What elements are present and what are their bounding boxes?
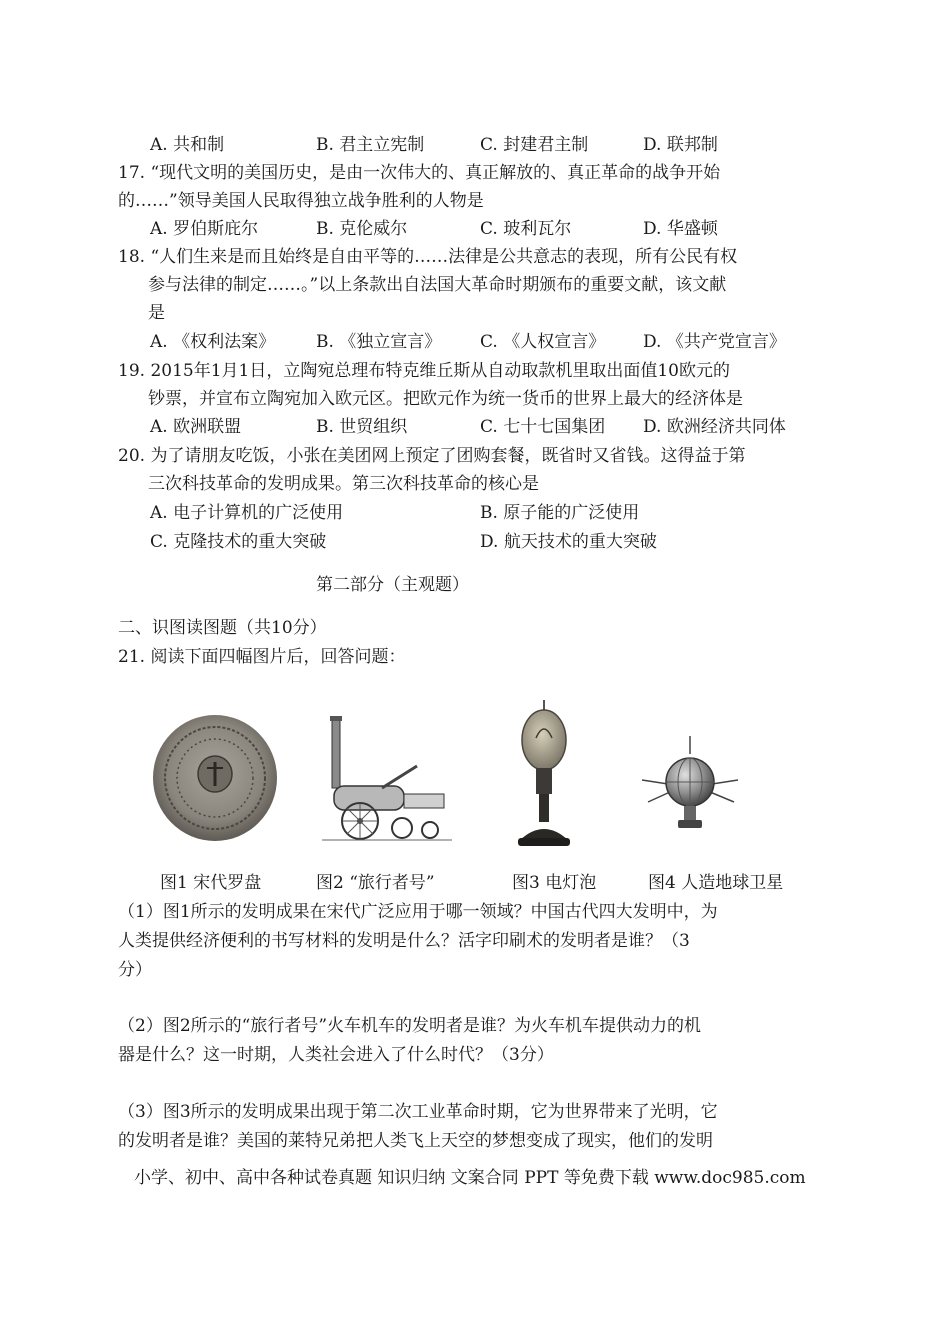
- section2-title: 二、识图读图题（共10分）: [118, 618, 327, 638]
- q21-sub3-line-1: （3）图3所示的发明成果出现于第二次工业革命时期，它为世界带来了光明，它: [118, 1102, 718, 1122]
- q20-option-b: B. 原子能的广泛使用: [480, 503, 640, 523]
- q20-option-a: A. 电子计算机的广泛使用: [150, 503, 344, 523]
- q17-option-d: D. 华盛顿: [643, 219, 718, 239]
- q19-option-b: B. 世贸组织: [316, 417, 408, 437]
- q19-option-a: A. 欧洲联盟: [150, 417, 242, 437]
- q17-option-a: A. 罗伯斯庇尔: [150, 219, 259, 239]
- q17-stem-line-2: 的……”领导美国人民取得独立战争胜利的人物是: [118, 191, 484, 211]
- song-compass-image: [150, 712, 280, 844]
- q17-stem-line-1: 17. “现代文明的美国历史，是由一次伟大的、真正解放的、真正革命的战争开始: [118, 163, 721, 183]
- figure-2-caption: 图2 “旅行者号”: [316, 873, 435, 893]
- q18-option-d: D. 《共产党宣言》: [643, 332, 786, 352]
- q21-sub1-line-1: （1）图1所示的发明成果在宋代广泛应用于哪一领域？中国古代四大发明中，为: [118, 902, 718, 922]
- part2-title: 第二部分（主观题）: [316, 575, 469, 595]
- q20-option-c: C. 克隆技术的重大突破: [150, 532, 327, 552]
- q18-stem-line-1: 18. “人们生来是而且始终是自由平等的……法律是公共意志的表现，所有公民有权: [118, 247, 738, 267]
- light-bulb-image: [514, 700, 574, 852]
- q16-option-b: B. 君主立宪制: [316, 135, 425, 155]
- rocket-locomotive-image: [322, 716, 452, 844]
- q21-sub1-line-2: 人类提供经济便利的书写材料的发明是什么？活字印刷术的发明者是谁？（3: [118, 931, 690, 951]
- q19-stem-line-1: 19. 2015年1月1日，立陶宛总理布特克维丘斯从自动取款机里取出面值10欧元的: [118, 361, 730, 381]
- q21-sub3-line-2: 的发明者是谁？美国的莱特兄弟把人类飞上天空的梦想变成了现实，他们的发明: [118, 1131, 713, 1151]
- q20-stem-line-2: 三次科技革命的发明成果。第三次科技革命的核心是: [148, 474, 539, 494]
- q21-intro: 21. 阅读下面四幅图片后，回答问题：: [118, 647, 406, 667]
- q16-option-c: C. 封建君主制: [480, 135, 589, 155]
- figure-3-caption: 图3 电灯泡: [512, 873, 597, 893]
- figure-4-caption: 图4 人造地球卫星: [648, 873, 784, 893]
- q20-stem-line-1: 20. 为了请朋友吃饭，小张在美团网上预定了团购套餐，既省时又省钱。这得益于第: [118, 446, 746, 466]
- q18-option-c: C. 《人权宣言》: [480, 332, 606, 352]
- q18-option-a: A. 《权利法案》: [150, 332, 276, 352]
- q18-stem-line-3: 是: [148, 303, 165, 323]
- satellite-image: [640, 732, 740, 834]
- q19-option-d: D. 欧洲经济共同体: [643, 417, 786, 437]
- q18-option-b: B. 《独立宣言》: [316, 332, 442, 352]
- q19-option-c: C. 七十七国集团: [480, 417, 606, 437]
- q18-stem-line-2: 参与法律的制定……。”以上条款出自法国大革命时期颁布的重要文献，该文献: [148, 275, 727, 295]
- q16-option-d: D. 联邦制: [643, 135, 718, 155]
- q20-option-d: D. 航天技术的重大突破: [480, 532, 657, 552]
- q16-option-a: A. 共和制: [150, 135, 225, 155]
- figure-1-caption: 图1 宋代罗盘: [160, 873, 262, 893]
- page-footer: 小学、初中、高中各种试卷真题 知识归纳 文案合同 PPT 等免费下载 www.doc985.com: [134, 1168, 806, 1188]
- q21-sub2-line-2: 器是什么？这一时期，人类社会进入了什么时代？（3分）: [118, 1045, 554, 1065]
- q19-stem-line-2: 钞票，并宣布立陶宛加入欧元区。把欧元作为统一货币的世界上最大的经济体是: [148, 389, 743, 409]
- q17-option-b: B. 克伦威尔: [316, 219, 408, 239]
- q21-sub2-line-1: （2）图2所示的“旅行者号”火车机车的发明者是谁？为火车机车提供动力的机: [118, 1016, 702, 1036]
- q17-option-c: C. 玻利瓦尔: [480, 219, 572, 239]
- q21-sub1-line-3: 分）: [118, 960, 152, 980]
